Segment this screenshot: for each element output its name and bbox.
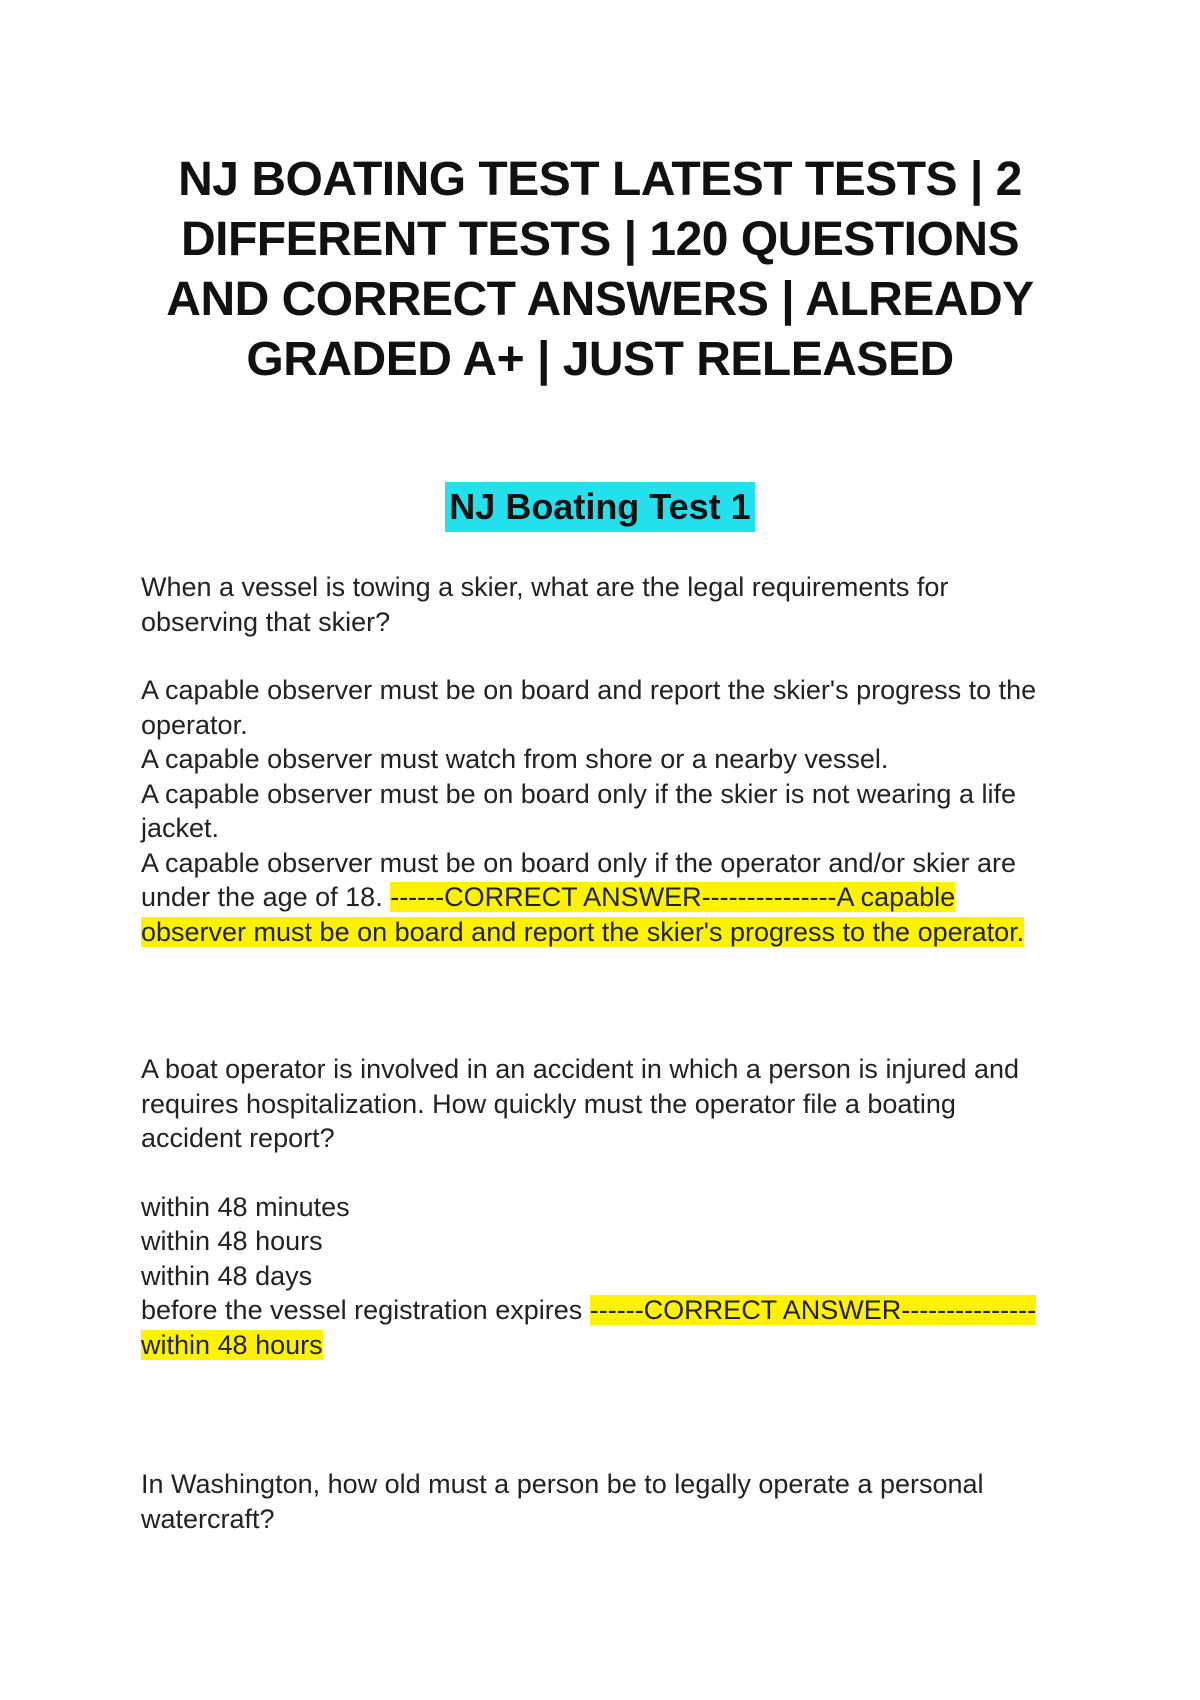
question-text: In Washington, how old must a person be to legally operate a personal [141, 1469, 984, 1499]
correct-answer-highlight: ------CORRECT ANSWER---------------A capable [390, 882, 956, 912]
question-text: A boat operator is involved in an accident in which a person is injured and [141, 1054, 1020, 1084]
answer-option: before the vessel registration expires [141, 1295, 590, 1325]
correct-answer-highlight: within 48 hours [141, 1329, 323, 1360]
section-heading: NJ Boating Test 1 [445, 482, 754, 532]
question-text: observing that skier? [141, 606, 391, 637]
correct-answer-highlight: observer must be on board and report the skier's progress to the operator. [141, 916, 1025, 947]
question-text: When a vessel is towing a skier, what are the legal requirements for [141, 572, 949, 602]
title-line: AND CORRECT ANSWERS | ALREADY [166, 273, 1034, 326]
title-line: NJ BOATING TEST LATEST TESTS | 2 [178, 153, 1022, 206]
answer-option: within 48 minutes [141, 1191, 350, 1222]
section-heading-container [0, 482, 1200, 532]
answer-option: within 48 days [141, 1260, 313, 1291]
answer-option: operator. [141, 709, 248, 740]
correct-answer-highlight: ------CORRECT ANSWER--------------- [589, 1295, 1037, 1325]
answer-option: within 48 hours [141, 1226, 323, 1256]
answer-option: A capable observer must be on board only if the skier is not wearing a life [141, 778, 1016, 809]
document-title [150, 150, 1050, 390]
title-line: DIFFERENT TESTS | 120 QUESTIONS [180, 213, 1020, 266]
spacer [141, 1156, 1066, 1190]
question-block-3 [141, 1467, 1066, 1536]
answer-option: under the age of 18. [141, 882, 391, 912]
question-text: requires hospitalization. How quickly must the operator file a boating [141, 1088, 956, 1119]
answer-option: A capable observer must watch from shore or a nearby vessel. [141, 744, 889, 774]
correct-answer-line [141, 915, 1066, 950]
answer-option-with-answer [141, 880, 1066, 915]
question-text: watercraft? [141, 1503, 275, 1534]
answer-option: A capable observer must be on board only if the operator and/or skier are [141, 847, 1017, 878]
question-text: accident report? [141, 1123, 335, 1153]
question-block-1 [141, 570, 1066, 949]
answer-option: A capable observer must be on board and report the skier's progress to the [141, 675, 1037, 705]
answer-option: jacket. [141, 813, 220, 843]
answer-option-with-answer [141, 1293, 1066, 1328]
correct-answer-line [141, 1328, 1066, 1363]
title-line: GRADED A+ | JUST RELEASED [246, 333, 954, 386]
question-block-2 [141, 1052, 1066, 1362]
spacer [141, 639, 1066, 673]
